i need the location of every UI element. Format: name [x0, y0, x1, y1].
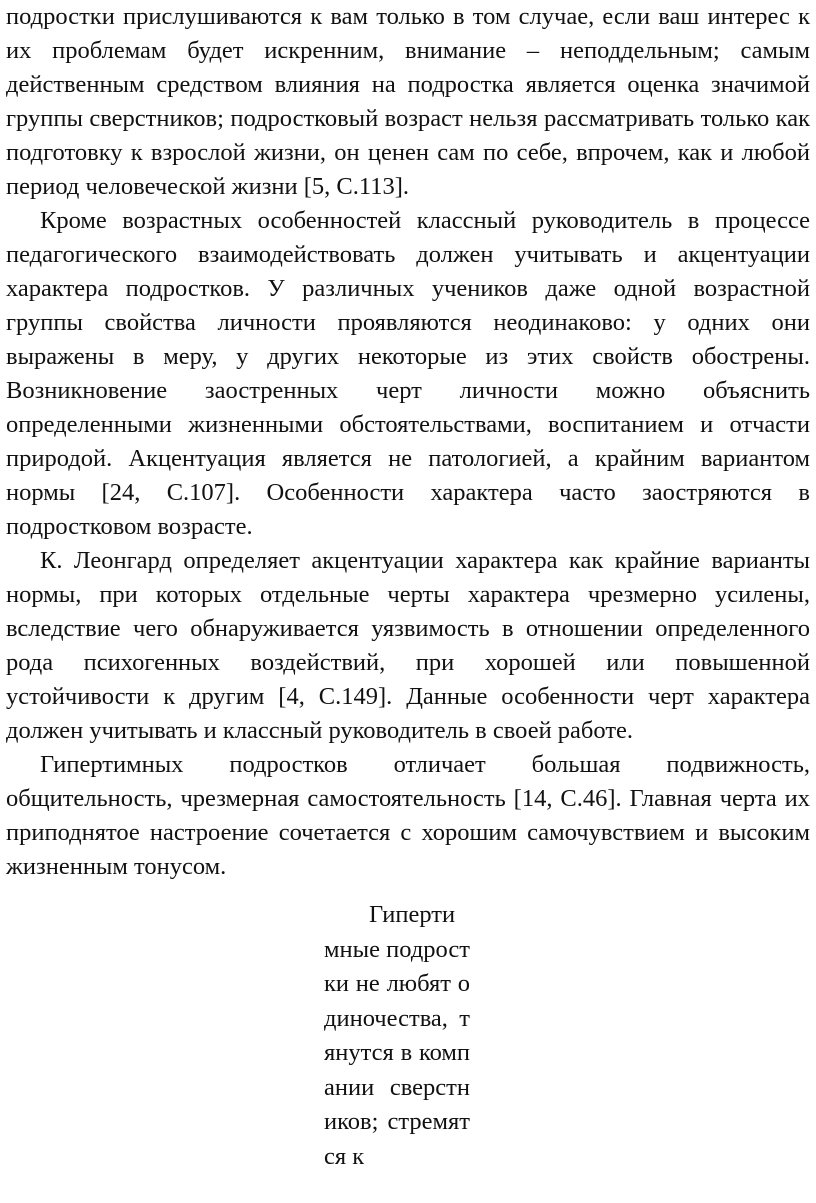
document-page: [6, 0, 810, 884]
paragraph-3: К. Леонгард определяет акцентуации характера как крайние варианты нормы, при которых отдельные черты характера чрезмерно усилены, вследствие чего обнаруживается уязвимость в отношении определенного рода психогенных воздействий, при хорошей или повышенной устойчивости к другим [4, С.149]. Данные особенности черт характера должен учитывать и классный руководитель в своей работе.: [6, 547, 810, 744]
paragraph-1: подростки прислушиваются к вам только в том случае, если ваш интерес к их проблемам будет искренним, внимание – неподдельным; самым действенным средством влияния на подростка является оценка значимой группы сверстников; подростковый возраст нельзя рассматривать только как подготовку к взрослой жизни, он ценен сам по себе, впрочем, как и любой период человеческой жизни [5, С.113].: [6, 3, 810, 200]
narrow-text-column: [324, 898, 470, 1174]
paragraph-2: Кроме возрастных особенностей классный руководитель в процессе педагогического взаимодействовать должен учитывать и акцентуации характера подростков. У различных учеников даже одной возрастной группы свойства личности проявляются неодинаково: у одних они выражены в меру, у других некоторые из этих свойств обострены. Возникновение заостренных черт личности можно объяснить определенными жизненными обстоятельствами, воспитанием и отчасти природой. Акцентуация является не патологией, а крайним вариантом нормы [24, С.107]. Особенности характера часто заостряются в подростковом возрасте.: [6, 207, 810, 540]
narrow-column-paragraph: Гипертимные подростки не любят одиночества, тянутся в компании сверстников; стремятся к: [324, 901, 470, 1170]
paragraph-4: Гипертимных подростков отличает большая подвижность, общительность, чрезмерная самостоятельность [14, С.46]. Главная черта их приподнятое настроение сочетается с хорошим самочувствием и высоким жизненным тонусом.: [6, 751, 810, 880]
